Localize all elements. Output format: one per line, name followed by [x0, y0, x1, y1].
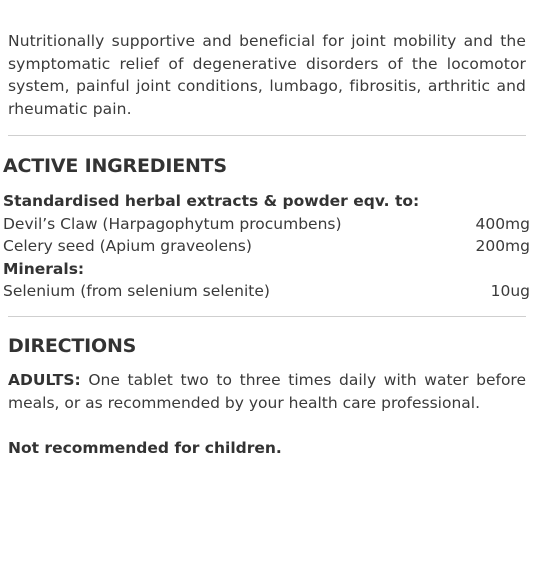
herbal-subheading: Standardised herbal extracts & powder eqv. to: [3, 192, 420, 210]
adults-label: ADULTS: [8, 371, 81, 389]
minerals-subheading-row [3, 258, 530, 281]
minerals-subheading: Minerals: [3, 259, 85, 278]
active-ingredients-heading: ACTIVE INGREDIENTS [3, 155, 227, 177]
ingredient-amount: 400mg [475, 214, 530, 233]
divider-top [8, 135, 526, 136]
ingredient-row [3, 280, 530, 303]
ingredient-amount: 200mg [475, 237, 530, 255]
ingredient-name: Devil’s Claw (Harpagophytum procumbens) [3, 214, 342, 233]
adults-text: One tablet two to three times daily with water before meals, or as recommended by your health care professional. [8, 371, 526, 412]
ingredients-list [3, 190, 530, 303]
ingredient-amount: 10ug [490, 282, 530, 300]
ingredient-name: Celery seed (Apium graveolens) [3, 237, 252, 255]
herbal-subheading-row [3, 190, 530, 213]
product-description: Nutritionally supportive and beneficial for joint mobility and the symptomatic relief of degenerative disorders of the locomotor system, painful joint conditions, lumbago, fibrositis, arthritic and rheumatic pain. [8, 32, 526, 118]
ingredient-name: Selenium (from selenium selenite) [3, 282, 270, 300]
ingredient-row [3, 235, 530, 258]
directions-heading: DIRECTIONS [8, 335, 137, 357]
divider-middle [8, 316, 526, 317]
children-warning: Not recommended for children. [8, 439, 282, 457]
directions-body [8, 369, 526, 414]
ingredient-row [3, 213, 530, 236]
adults-directions [8, 369, 526, 414]
